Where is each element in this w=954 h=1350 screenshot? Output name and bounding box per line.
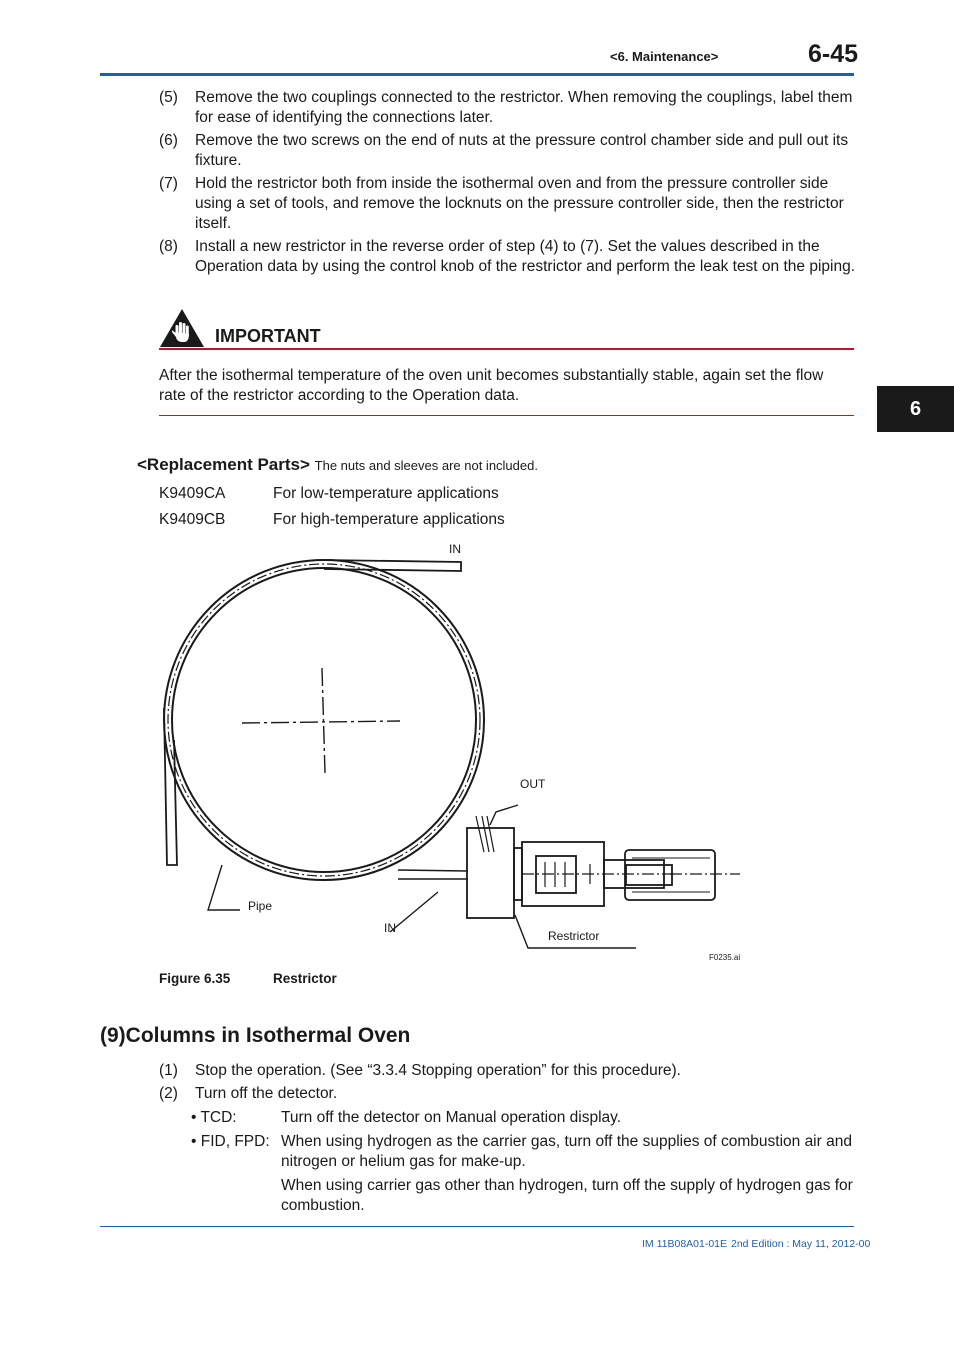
leader-lines [208, 805, 636, 948]
important-text: After the isothermal temperature of the oven unit becomes substantially stable, again set the flow rate of the restrictor according to the Operation data. [159, 367, 824, 404]
part-description: For low-temperature applications [273, 485, 499, 502]
part-code: K9409CB [159, 511, 226, 528]
footer-rule [100, 1226, 854, 1227]
important-top-rule [159, 348, 854, 350]
label-in-bottom: IN [384, 921, 396, 935]
restrictor-body [467, 828, 740, 918]
header-section: <6. Maintenance> [610, 49, 719, 64]
replacement-note: The nuts and sleeves are not included. [314, 458, 538, 473]
part-row [159, 485, 659, 505]
step-number: (5) [159, 89, 178, 106]
footer-edition: 2nd Edition : May 11, 2012-00 [731, 1238, 871, 1250]
step-item [159, 88, 859, 128]
center-crosshair [242, 668, 400, 773]
step-number: (7) [159, 175, 178, 192]
step-item [159, 131, 859, 171]
part-code: K9409CA [159, 485, 226, 502]
figure-file-name: F0235.ai [709, 953, 741, 962]
bullet-text: Turn off the detector on Manual operation display. [281, 1109, 622, 1126]
page-number: 6-45 [808, 40, 859, 68]
replacement-parts-heading [137, 455, 538, 475]
step-text: Remove the two screws on the end of nuts at the pressure control chamber side and pull out its fixture. [195, 132, 849, 169]
chapter-tab: 6 [877, 386, 954, 432]
step-item [159, 174, 859, 234]
step-number: (6) [159, 132, 178, 149]
restrictor-diagram [150, 540, 760, 970]
important-title: IMPORTANT [215, 326, 321, 346]
step-text: Install a new restrictor in the reverse order of step (4) to (7). Set the values described in the Operation data by using the control knob of the restrictor and perform the leak test on the piping. [195, 238, 855, 275]
label-restrictor: Restrictor [548, 929, 600, 943]
label-in-top: IN [449, 542, 461, 556]
replacement-heading-text: <Replacement Parts> [137, 455, 310, 474]
bullet-extra-text: When using carrier gas other than hydrogen, turn off the supply of hydrogen gas for combustion. [281, 1177, 853, 1214]
warning-hand-icon [159, 308, 205, 348]
step-item [159, 1084, 859, 1104]
step-text: Turn off the detector. [195, 1085, 338, 1102]
step-text: Remove the two couplings connected to the restrictor. When removing the couplings, label them for ease of identifying the connections later. [195, 89, 853, 126]
figure-title: Restrictor [273, 971, 337, 986]
figure-caption [159, 971, 559, 989]
header-rule [100, 73, 854, 76]
step-number: (8) [159, 238, 178, 255]
step-text: Hold the restrictor both from inside the isothermal oven and from the pressure controller side using a set of tools, and remove the locknuts on the pressure controller side, then the restrictor itself. [195, 175, 844, 232]
label-pipe: Pipe [248, 899, 273, 913]
bullet-text: When using hydrogen as the carrier gas, turn off the supplies of combustion air and nitrogen or helium gas for make-up. [281, 1133, 852, 1170]
step-text: Stop the operation. (See “3.3.4 Stopping operation” for this procedure). [195, 1062, 681, 1079]
step-number: (1) [159, 1062, 178, 1079]
step-number: (2) [159, 1085, 178, 1102]
pipe-to-restrictor [398, 870, 468, 879]
important-bottom-rule [159, 415, 854, 416]
part-description: For high-temperature applications [273, 511, 505, 528]
pipe-tail-left [164, 708, 177, 865]
figure-number: Figure 6.35 [159, 971, 231, 986]
bullet-label: • FID, FPD: [191, 1133, 270, 1150]
bullet-label: • TCD: [191, 1109, 237, 1126]
footer-doc-id: IM 11B08A01-01E [642, 1238, 728, 1250]
label-out: OUT [520, 777, 546, 791]
step-item [159, 237, 859, 297]
part-row [159, 511, 659, 531]
step-item [159, 1061, 859, 1081]
section-heading: (9)Columns in Isothermal Oven [100, 1024, 411, 1047]
